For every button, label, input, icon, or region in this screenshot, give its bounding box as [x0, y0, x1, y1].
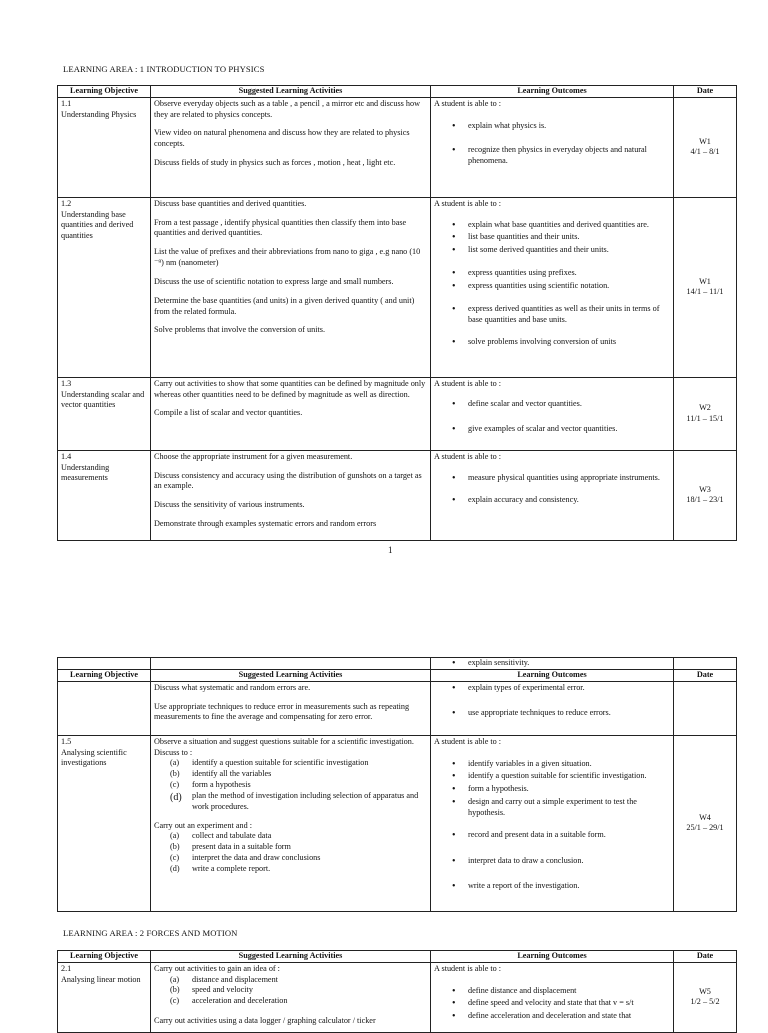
activity-text: Choose the appropriate instrument for a given measurement.	[154, 451, 353, 461]
learning-area-2-title: LEARNING AREA : 2 FORCES AND MOTION	[63, 928, 238, 938]
header-suggested-activities: Suggested Learning Activities	[151, 951, 431, 963]
outcome-item: • use appropriate techniques to reduce errors.	[434, 708, 670, 719]
step-key: (c)	[170, 996, 180, 1006]
date-cell: W3 18/1 – 23/1	[674, 450, 737, 540]
activity-text: Discuss fields of study in physics such as forces , motion , heat , light etc.	[154, 158, 396, 168]
objective-cell: 1.3 Understanding scalar and vector quantities	[58, 377, 151, 450]
activity-text: View video on natural phenomena and discuss how they are related to physics concepts.	[154, 128, 410, 149]
activities-cell	[151, 658, 431, 670]
step-item	[170, 769, 427, 780]
objective-cell	[58, 658, 151, 670]
learning-area-1-title: LEARNING AREA : 1 INTRODUCTION TO PHYSICS	[63, 64, 265, 74]
activity-text: Carry out activities to gain an idea of :	[154, 963, 280, 973]
activity-text: Compile a list of scalar and vector quantities.	[154, 408, 303, 418]
outcome-item: • list some derived quantities and their units.	[434, 245, 670, 256]
step-text: identify all the variables	[192, 769, 272, 779]
activity-text: From a test passage , identify physical quantities then classify them into base quantities and derived quantities.	[154, 217, 407, 238]
date-cell	[674, 658, 737, 670]
objective-cell: 2.1 Analysing linear motion	[58, 962, 151, 1032]
step-key: (d)	[170, 791, 182, 803]
activity-text: Discuss the use of scientific notation to express large and small numbers.	[154, 276, 394, 286]
activity-text: Observe a situation and suggest questions suitable for a scientific investigation. Discuss to :	[154, 736, 414, 757]
outcomes-cell	[431, 962, 674, 1032]
outcome-item: • form a hypothesis.	[434, 784, 670, 795]
step-item	[170, 842, 427, 853]
objective-cell: 1.5 Analysing scientific investigations	[58, 735, 151, 911]
objective-cell: 1.4 Understanding measurements	[58, 450, 151, 540]
date-cell: W4 25/1 – 29/1	[674, 735, 737, 911]
outcomes-cell	[431, 450, 674, 540]
outcome-item: • recognize then physics in everyday objects and natural phenomena.	[434, 145, 670, 167]
header-date: Date	[674, 670, 737, 682]
header-learning-outcomes: Learning Outcomes	[431, 670, 674, 682]
date-cell: W1 14/1 – 11/1	[674, 197, 737, 377]
activity-text: List the value of prefixes and their abbreviations from nano to giga , e.g nano (10 ⁻⁹) nm (nanometer)	[154, 247, 421, 268]
step-item	[170, 831, 427, 842]
outcome-item: • list base quantities and their units.	[434, 232, 670, 243]
objective-cell: 1.2 Understanding base quantities and derived quantities	[58, 197, 151, 377]
outcome-item: • define distance and displacement	[434, 986, 670, 997]
header-suggested-activities: Suggested Learning Activities	[151, 86, 431, 98]
activity-text: Carry out activities to show that some quantities can be defined by magnitude only whereas other quantities need to be defined by magnitude as well as direction.	[154, 378, 426, 399]
outcomes-cell	[431, 658, 674, 670]
outcome-item: • explain sensitivity.	[434, 658, 670, 669]
outcome-item: • explain what physics is.	[434, 121, 670, 132]
activity-text: Discuss the sensitivity of various instruments.	[154, 500, 305, 510]
syllabus-table-1	[57, 85, 737, 541]
table-row	[58, 962, 737, 1032]
step-text: speed and velocity	[192, 985, 253, 995]
step-item	[170, 853, 427, 864]
header-suggested-activities: Suggested Learning Activities	[151, 670, 431, 682]
step-text: interpret the data and draw conclusions	[192, 853, 321, 863]
outcome-item: • identify a question suitable for scientific investigation.	[434, 771, 670, 782]
outcome-item: • write a report of the investigation.	[434, 881, 670, 892]
outcome-intro: A student is able to :	[434, 378, 502, 388]
table-header-row	[58, 951, 737, 963]
objective-cell	[58, 681, 151, 735]
outcome-item: • give examples of scalar and vector quantities.	[434, 424, 670, 435]
step-key: (b)	[170, 985, 180, 995]
outcome-intro: A student is able to :	[434, 736, 502, 746]
outcome-item: • explain what base quantities and derived quantities are.	[434, 220, 670, 231]
step-key: (d)	[170, 863, 180, 873]
activity-text: Demonstrate through examples systematic errors and random errors	[154, 519, 377, 529]
outcome-item: • define acceleration and deceleration and state that	[434, 1011, 670, 1022]
step-text: collect and tabulate data	[192, 831, 272, 841]
outcomes-cell	[431, 681, 674, 735]
table-header-row	[58, 670, 737, 682]
step-key: (b)	[170, 842, 180, 852]
outcome-intro: A student is able to :	[434, 98, 502, 108]
header-learning-objective: Learning Objective	[58, 86, 151, 98]
outcome-item: • design and carry out a simple experiment to test the hypothesis.	[434, 797, 670, 819]
step-text: form a hypothesis	[192, 780, 251, 790]
step-item	[170, 996, 427, 1007]
activity-text: Solve problems that involve the conversion of units.	[154, 325, 326, 335]
outcome-item: • explain types of experimental error.	[434, 683, 670, 694]
syllabus-table-2	[57, 657, 737, 912]
table-row	[58, 377, 737, 450]
header-learning-objective: Learning Objective	[58, 951, 151, 963]
date-cell: W1 4/1 – 8/1	[674, 97, 737, 197]
activities-cell	[151, 197, 431, 377]
table-row	[58, 735, 737, 911]
step-key: (a)	[170, 831, 180, 841]
date-cell	[674, 681, 737, 735]
activity-text: Discuss what systematic and random errors are.	[154, 682, 311, 692]
outcome-intro: A student is able to :	[434, 451, 502, 461]
activity-text: Carry out an experiment and :	[154, 820, 252, 830]
outcome-item: • define scalar and vector quantities.	[434, 399, 670, 410]
step-text: write a complete report.	[192, 863, 271, 873]
outcome-item: • interpret data to draw a conclusion.	[434, 856, 670, 867]
outcomes-cell	[431, 97, 674, 197]
step-text: acceleration and deceleration	[192, 996, 288, 1006]
outcome-item: • identify variables in a given situation.	[434, 759, 670, 770]
step-text: identify a question suitable for scientific investigation	[192, 758, 369, 768]
objective-cell: 1.1 Understanding Physics	[58, 97, 151, 197]
table-row	[58, 97, 737, 197]
activity-text: Use appropriate techniques to reduce error in measurements such as repeating measurements to fine the average and compensating for zero error.	[154, 701, 410, 722]
outcome-item: • express quantities using scientific notation.	[434, 281, 670, 292]
step-item	[170, 780, 427, 791]
step-key: (a)	[170, 974, 180, 984]
activity-text: Discuss base quantities and derived quantities.	[154, 198, 307, 208]
step-key: (b)	[170, 769, 180, 779]
investigation-steps	[154, 758, 427, 812]
step-text: distance and displacement	[192, 974, 278, 984]
header-date: Date	[674, 951, 737, 963]
activity-text: Discuss consistency and accuracy using the distribution of gunshots on a target as an example.	[154, 470, 422, 491]
activities-cell	[151, 735, 431, 911]
header-learning-objective: Learning Objective	[58, 670, 151, 682]
table-header-row	[58, 86, 737, 98]
step-item	[170, 758, 427, 769]
outcome-item: • express quantities using prefixes.	[434, 268, 670, 279]
activity-text: Determine the base quantities (and units) in a given derived quantity ( and unit) from the related formula.	[154, 295, 415, 316]
step-key: (c)	[170, 780, 180, 790]
carry-over-row	[58, 658, 737, 670]
table-row	[58, 681, 737, 735]
activities-cell	[151, 962, 431, 1032]
outcome-item: • measure physical quantities using appropriate instruments.	[434, 473, 670, 484]
step-text: plan the method of investigation including selection of apparatus and work procedures.	[192, 790, 419, 811]
activity-text: Carry out activities using a data logger / graphing calculator / ticker	[154, 1016, 376, 1026]
outcomes-cell	[431, 735, 674, 911]
page-number: 1	[388, 545, 393, 555]
outcomes-cell	[431, 377, 674, 450]
experiment-steps	[154, 831, 427, 874]
header-learning-outcomes: Learning Outcomes	[431, 86, 674, 98]
step-item	[170, 791, 427, 813]
table-row	[58, 197, 737, 377]
header-date: Date	[674, 86, 737, 98]
step-item	[170, 985, 427, 996]
outcome-item: • express derived quantities as well as their units in terms of base quantities and base units.	[434, 304, 670, 326]
table-row	[58, 450, 737, 540]
date-cell: W5 1/2 – 5/2	[674, 962, 737, 1032]
activities-cell	[151, 377, 431, 450]
outcome-intro: A student is able to :	[434, 963, 502, 973]
step-key: (a)	[170, 758, 180, 768]
outcome-item: • define speed and velocity and state that that v = s/t	[434, 998, 670, 1009]
motion-steps	[154, 975, 427, 1007]
outcomes-cell	[431, 197, 674, 377]
step-item	[170, 975, 427, 986]
outcome-intro: A student is able to :	[434, 198, 502, 208]
activities-cell	[151, 681, 431, 735]
outcome-item: • solve problems involving conversion of units	[434, 337, 670, 348]
outcome-item: • explain accuracy and consistency.	[434, 495, 670, 506]
step-key: (c)	[170, 853, 180, 863]
syllabus-table-3	[57, 950, 737, 1033]
activity-text: Observe everyday objects such as a table , a pencil , a mirror etc and discuss how they are related to physics concepts.	[154, 98, 421, 119]
activities-cell	[151, 97, 431, 197]
header-learning-outcomes: Learning Outcomes	[431, 951, 674, 963]
activities-cell	[151, 450, 431, 540]
date-cell: W2 11/1 – 15/1	[674, 377, 737, 450]
outcome-item: • record and present data in a suitable form.	[434, 830, 670, 841]
step-text: present data in a suitable form	[192, 842, 291, 852]
step-item	[170, 864, 427, 875]
